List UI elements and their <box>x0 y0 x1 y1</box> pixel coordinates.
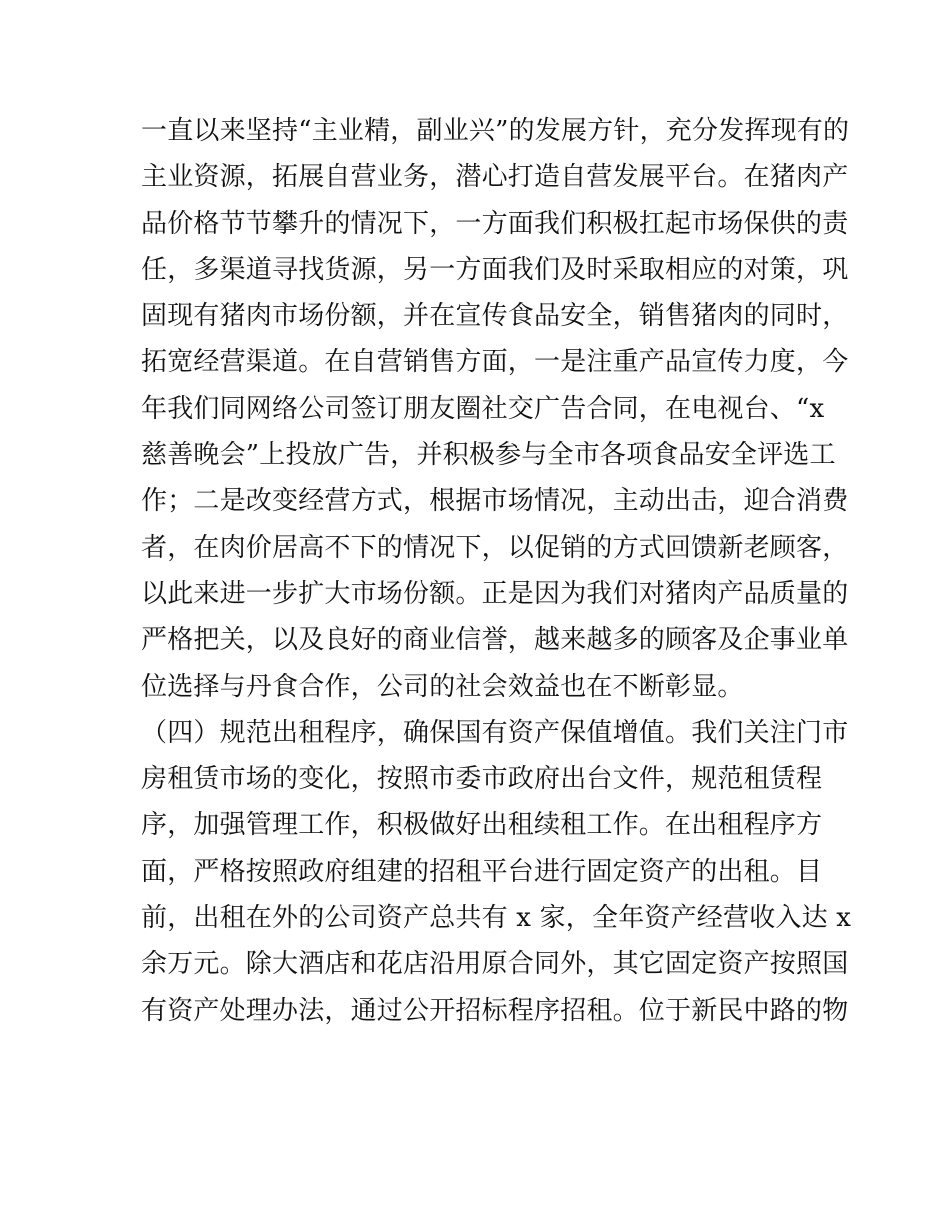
text-line: 任，多渠道寻找货源，另一方面我们及时采取相应的对策，巩 <box>141 254 849 285</box>
text-line: 固现有猪肉市场份额，并在宣传食品安全，销售猪肉的同时， <box>141 301 849 332</box>
text-line: 余万元。除大酒店和花店沿用原合同外，其它固定资产按照国 <box>141 949 849 980</box>
text-line: 一直以来坚持“主业精，副业兴”的发展方针，充分发挥现有的 <box>141 116 850 146</box>
text-line: 主业资源，拓展自营业务，潜心打造自营发展平台。在猪肉产 <box>141 162 849 193</box>
body-text <box>141 108 852 1034</box>
text-line: 拓宽经营渠道。在自营销售方面，一是注重产品宣传力度，今 <box>141 347 849 378</box>
text-line: 严格把关，以及良好的商业信誉，越来越多的顾客及企事业单 <box>141 625 849 656</box>
text-line: 者，在肉价居高不下的情况下，以促销的方式回馈新老顾客， <box>141 532 849 563</box>
text-line: 品价格节节攀升的情况下，一方面我们积极扛起市场保供的责 <box>141 208 849 239</box>
section-heading-line: （四）规范出租程序，确保国有资产保值增值。我们关注门市 <box>141 717 849 748</box>
text-line: 序，加强管理工作，积极做好出租续租工作。在出租程序方 <box>141 810 823 841</box>
text-line: 前，出租在外的公司资产总共有 x 家，全年资产经营收入达 x <box>141 903 852 934</box>
text-line: 有资产处理办法，通过公开招标程序招租。位于新民中路的物 <box>141 995 849 1026</box>
text-line: 慈善晚会”上投放广告，并积极参与全市各项食品安全评选工 <box>141 440 836 471</box>
text-line: 以此来进一步扩大市场份额。正是因为我们对猪肉产品质量的 <box>141 578 849 609</box>
text-line: 位选择与丹食合作，公司的社会效益也在不断彰显。 <box>141 671 744 702</box>
text-line: 年我们同网络公司签订朋友圈社交广告合同，在电视台、“x <box>141 393 825 424</box>
text-line: 面，严格按照政府组建的招租平台进行固定资产的出租。目 <box>141 856 823 887</box>
text-line: 房租赁市场的变化，按照市委市政府出台文件，规范租赁程 <box>141 764 823 795</box>
text-line: 作；二是改变经营方式，根据市场情况，主动出击，迎合消费 <box>141 486 849 517</box>
